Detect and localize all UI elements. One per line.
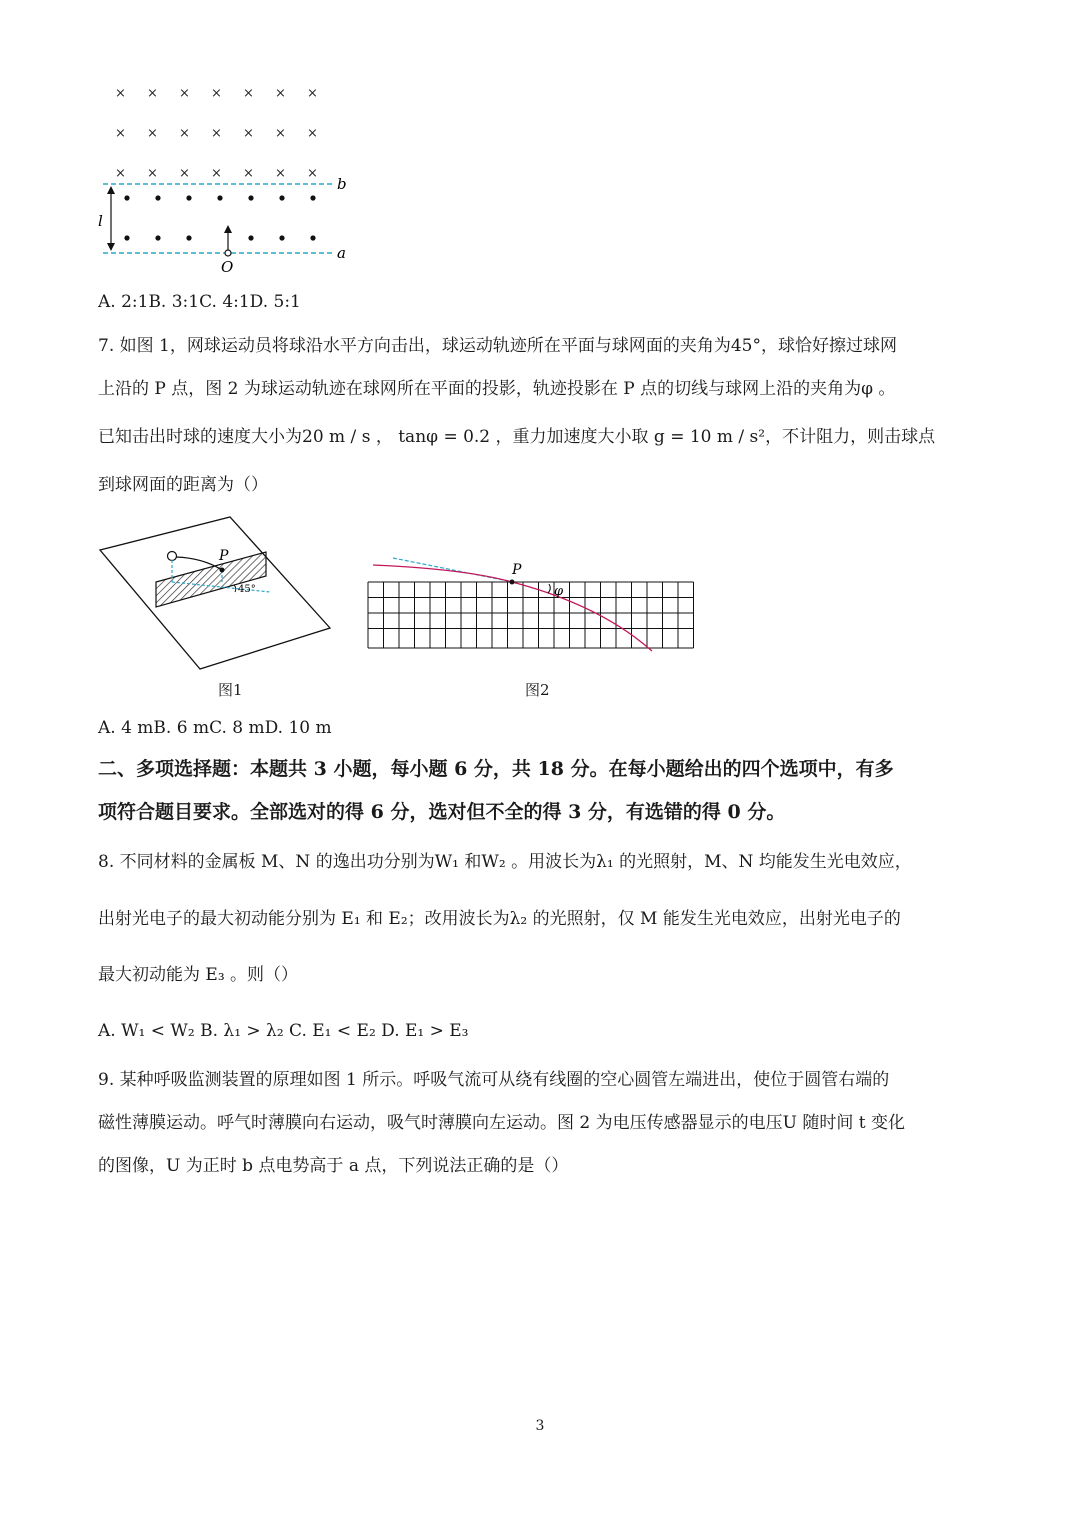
- projection-figure: [365, 555, 695, 655]
- field-cross-mark: ×: [243, 166, 254, 181]
- field-dot-mark: [186, 235, 191, 240]
- field-cross-mark: ×: [115, 126, 126, 141]
- field-dot-mark: [155, 235, 160, 240]
- q8-line2: 出射光电子的最大初动能分别为 E₁ 和 E₂；改用波长为λ₂ 的光照射，仅 M 能发生光电效应，出射光电子的: [98, 909, 901, 929]
- field-cross-mark: ×: [179, 166, 190, 181]
- field-dot-mark: [279, 235, 284, 240]
- q7-line1: 7. 如图 1，网球运动员将球沿水平方向击出，球运动轨迹所在平面与球网面的夹角为45°，球恰好擦过球网: [98, 336, 897, 356]
- field-dot-mark: [248, 235, 253, 240]
- field-dot-mark: [124, 195, 129, 200]
- court-plane: [100, 517, 330, 669]
- field-cross-mark: ×: [211, 86, 222, 101]
- field-dot-mark: [186, 195, 191, 200]
- section2-line1: 二、多项选择题：本题共 3 小题，每小题 6 分，共 18 分。在每小题给出的四个选项中，有多: [98, 758, 894, 780]
- field-cross-mark: ×: [179, 126, 190, 141]
- field-cross-mark: ×: [179, 86, 190, 101]
- label-phi: φ: [554, 584, 564, 599]
- field-cross-mark: ×: [115, 86, 126, 101]
- section2-line2: 项符合题目要求。全部选对的得 6 分，选对但不全的得 3 分，有选错的得 0 分。: [98, 801, 786, 823]
- q7-line2: 上沿的 P 点，图 2 为球运动轨迹在球网所在平面的投影，轨迹投影在 P 点的切线与球网上沿的夹角为φ 。: [98, 379, 896, 399]
- field-dot-mark: [310, 235, 315, 240]
- field-cross-mark: ×: [147, 126, 158, 141]
- page-number: 3: [535, 1418, 545, 1434]
- origin-point: [225, 250, 231, 256]
- label-P: P: [512, 562, 522, 578]
- point-P: [220, 568, 225, 573]
- field-dot-mark: [248, 195, 253, 200]
- label-45deg: 45°: [238, 584, 256, 595]
- q9-line3: 的图像，U 为正时 b 点电势高于 a 点，下列说法正确的是（）: [98, 1156, 569, 1176]
- label-a: a: [337, 244, 346, 262]
- field-dot-mark: [124, 235, 129, 240]
- q9-line1: 9. 某种呼吸监测装置的原理如图 1 所示。呼吸气流可从绕有线圈的空心圆管左端进出，使位于圆管右端的: [98, 1070, 890, 1090]
- label-l: l: [98, 212, 103, 230]
- magnetic-field-figure: [95, 80, 355, 280]
- field-cross-mark: ×: [275, 86, 286, 101]
- q9-line2: 磁性薄膜运动。呼气时薄膜向右运动，吸气时薄膜向左运动。图 2 为电压传感器显示的电压U 随时间 t 变化: [98, 1113, 905, 1133]
- fig2-caption: 图2: [525, 681, 550, 699]
- ball: [168, 552, 177, 561]
- field-cross-mark: ×: [243, 86, 254, 101]
- field-cross-mark: ×: [243, 126, 254, 141]
- q7-options: A. 4 mB. 6 mC. 8 mD. 10 m: [98, 718, 332, 738]
- field-cross-mark: ×: [275, 166, 286, 181]
- q8-options: A. W₁ < W₂ B. λ₁ > λ₂ C. E₁ < E₂ D. E₁ > E₃: [98, 1021, 469, 1041]
- q6-options: A. 2:1B. 3:1C. 4:1D. 5:1: [98, 292, 301, 312]
- label-P: P: [219, 548, 229, 564]
- q8-line3: 最大初动能为 E₃ 。则（）: [98, 965, 299, 985]
- field-cross-mark: ×: [275, 126, 286, 141]
- q7-line3: 已知击出时球的速度大小为20 m / s ， tanφ = 0.2 ，重力加速度大小取 g = 10 m / s²，不计阻力，则击球点: [98, 427, 936, 447]
- field-cross-mark: ×: [211, 166, 222, 181]
- field-cross-mark: ×: [211, 126, 222, 141]
- label-O: O: [221, 258, 234, 276]
- fig1-caption: 图1: [218, 681, 243, 699]
- field-cross-mark: ×: [307, 86, 318, 101]
- field-cross-mark: ×: [147, 86, 158, 101]
- tennis-court-figure: [98, 512, 338, 677]
- field-cross-mark: ×: [307, 166, 318, 181]
- field-dot-mark: [217, 195, 222, 200]
- label-b: b: [337, 175, 347, 193]
- field-cross-mark: ×: [307, 126, 318, 141]
- field-cross-mark: ×: [115, 166, 126, 181]
- field-dot-mark: [155, 195, 160, 200]
- field-cross-mark: ×: [147, 166, 158, 181]
- q7-line4: 到球网面的距离为（）: [98, 475, 268, 495]
- field-dot-mark: [279, 195, 284, 200]
- field-dot-mark: [310, 195, 315, 200]
- point-P: [510, 580, 515, 585]
- q8-line1: 8. 不同材料的金属板 M、N 的逸出功分别为W₁ 和W₂ 。用波长为λ₁ 的光照射，M、N 均能发生光电效应，: [98, 852, 912, 872]
